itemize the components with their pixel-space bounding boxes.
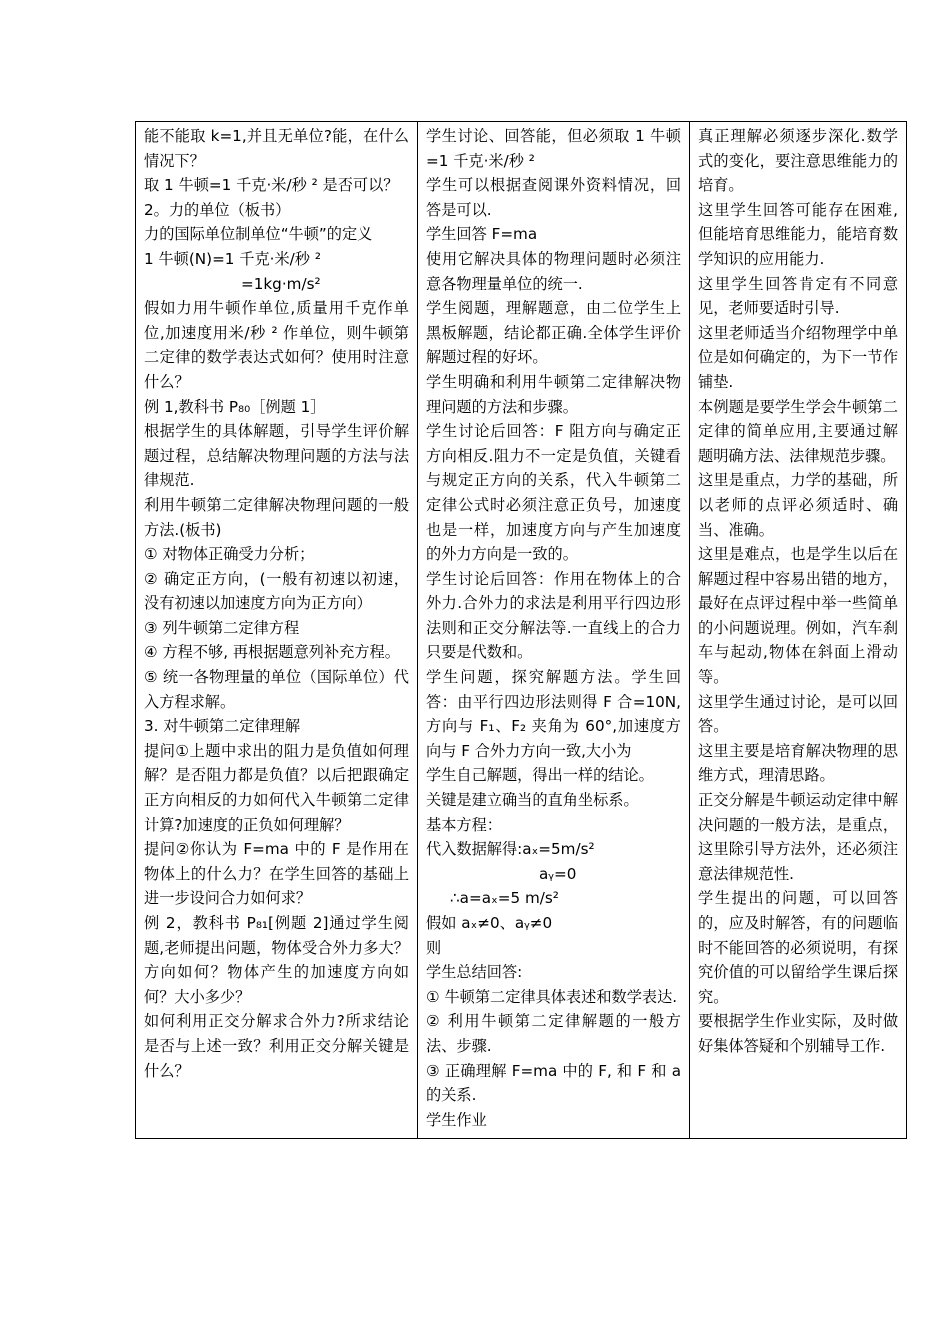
text-line: 学生问题，探究解题方法。学生回答：由平行四边形法则得 F 合=10N,方向与 F₁、F₂ 夹角为 60°,加速度方向与 F 合外力方向一致,大小为 (426, 668, 681, 760)
text-line: 学生提出的问题，可以回答的，应及时解答，有的问题临时不能回答的必须说明，有探究价值的可以留给学生课后探究。 (698, 889, 898, 1006)
text-line: 利用牛顿第二定律解决物理问题的一般方法.(板书) (144, 495, 409, 539)
text-line: ④ 方程不够, 再根据题意列补充方程。 (144, 643, 400, 662)
lesson-plan-table (135, 121, 907, 1139)
text-line: 这里老师适当介绍物理学中单位是如何确定的，为下一节作铺垫. (698, 323, 898, 391)
text-line: ③ 正确理解 F=ma 中的 F, 和 F 和 a 的关系. (426, 1061, 681, 1105)
text-line: =1kg·m/s² (241, 274, 321, 293)
text-line: 1 牛顿(N)=1 千克·米/秒 ² (144, 249, 321, 268)
text-line: 关键是建立确当的直角坐标系。 (426, 791, 639, 810)
text-line: 真正理解必须逐步深化.数学式的变化，要注意思维能力的培育。 (698, 127, 898, 195)
text-line: 3. 对牛顿第二定律理解 (144, 717, 301, 736)
text-line: 这里是重点，力学的基础，所以老师的点评必须适时、确当、准确。 (698, 471, 898, 539)
formula-line: 代入数据解得:aₓ=5m/s² (426, 840, 595, 859)
text-line: ② 确定正方向，(一般有初速以初速，没有初速以加速度方向为正方向） (144, 569, 409, 613)
text-line: 学生总结回答: (426, 963, 523, 982)
text-line: 要根据学生作业实际，及时做好集体答疑和个别辅导工作. (698, 1012, 898, 1055)
text-line: 例 1,教科书 P₈₀［例题 1］ (144, 397, 326, 416)
design-intent-column (690, 122, 907, 1139)
text-line: 正交分解是牛顿运动定律中解决问题的一般方法，是重点，这里除引导方法外，还必须注意法律规范性. (698, 791, 898, 883)
text-line: 使用它解决具体的物理问题时必须注意各物理量单位的统一. (426, 249, 681, 293)
text-line: ① 对物体正确受力分析； (144, 545, 315, 564)
text-line: 学生讨论后回答：F 阻方向与确定正方向相反.阻力不一定是负值，关键看与规定正方向的关系，代入牛顿第二定律公式时必须注意正负号，加速度也是一样，加速度方向与产生加速度的外力方向是一致的。 (426, 422, 681, 564)
text-line: 基本方程： (426, 815, 502, 834)
formula-line: 假如 aₓ≠0、aᵧ≠0 (426, 914, 553, 932)
text-line: 根据学生的具体解题，引导学生评价解题过程，总结解决物理问题的方法与法律规范. (144, 422, 409, 490)
text-line: 学生回答 F=ma (426, 225, 538, 244)
text-line: ① 牛顿第二定律具体表述和数学表达. (426, 987, 678, 1006)
formula-line: aᵧ=0 (539, 864, 577, 883)
text-line: 学生作业 (426, 1110, 487, 1129)
formula-line: ∴a=aₓ=5 m/s² (450, 889, 559, 908)
text-line: 这里是难点，也是学生以后在解题过程中容易出错的地方，最好在点评过程中举一些简单的小问题说理。例如，汽车刹车与起动,物体在斜面上滑动等。 (698, 545, 898, 687)
text-line: 假如力用牛顿作单位,质量用千克作单位,加速度用米/秒 ² 作单位，则牛顿第二定律的数学表达式如何？使用时注意什么？ (144, 299, 409, 391)
text-line: ③ 列牛顿第二定律方程 (144, 618, 300, 637)
text-line: 学生讨论、回答能，但必须取 1 牛顿=1 千克·米/秒 ² (426, 127, 681, 170)
text-line: ⑤ 统一各物理量的单位（国际单位）代入方程求解。 (144, 668, 409, 711)
text-line: ② 利用牛顿第二定律解题的一般方法、步骤. (426, 1012, 681, 1055)
text-line: 这里学生回答可能存在困难,但能培育思维能力，能培育数学知识的应用能力. (698, 200, 898, 268)
text-line: 力的国际单位制单位“牛顿”的定义 (144, 225, 373, 244)
text-line: 这里学生通过讨论，是可以回答。 (698, 692, 898, 736)
text-line: 提问②你认为 F=ma 中的 F 是作用在物体上的什么力？在学生回答的基础上进一步设问合力如何求？ (144, 840, 409, 908)
text-line: 本例题是要学生学会牛顿第二定律的简单应用,主要通过解题明确方法、法律规范步骤。 (698, 397, 898, 465)
text-line: 学生可以根据查阅课外资料情况，回答是可以. (426, 176, 681, 219)
text-line: 如何利用正交分解求合外力?所求结论是否与上述一致？利用正交分解关键是什么？ (144, 1012, 409, 1080)
text-line: 能不能取 k=1,并且无单位?能，在什么情况下？ (144, 127, 409, 170)
text-line: 则 (426, 938, 442, 957)
text-line: 这里学生回答肯定有不同意见，老师要适时引导. (698, 274, 898, 318)
text-line: 取 1 牛顿=1 千克·米/秒 ² 是否可以？ (144, 176, 399, 195)
text-line: 学生讨论后回答：作用在物体上的合外力.合外力的求法是利用平行四边形法则和正交分解法等.一直线上的合力只要是代数和。 (426, 569, 681, 662)
text-line: 2。力的单位（板书） (144, 200, 291, 219)
text-line: 例 2，教科书 P₈₁[例题 2]通过学生阅题,老师提出问题，物体受合外力多大？方向如何？物体产生的加速度方向如何？大小多少？ (144, 914, 409, 1006)
student-activity-column (418, 122, 690, 1139)
text-line: 提问①上题中求出的阻力是负值如何理解？是否阻力都是负值？以后把跟确定正方向相反的力如何代入牛顿第二定律计算?加速度的正负如何理解？ (144, 741, 409, 834)
text-line: 学生阅题，理解题意，由二位学生上黑板解题，结论都正确.全体学生评价解题过程的好坏。 (426, 299, 681, 367)
table-row (136, 122, 907, 1139)
text-line: 学生自己解题，得出一样的结论。 (426, 766, 654, 785)
text-line: 这里主要是培育解决物理的思维方式，理清思路。 (698, 741, 898, 785)
teacher-activity-column (136, 122, 418, 1139)
text-line: 学生明确和利用牛顿第二定律解决物理问题的方法和步骤。 (426, 372, 681, 416)
